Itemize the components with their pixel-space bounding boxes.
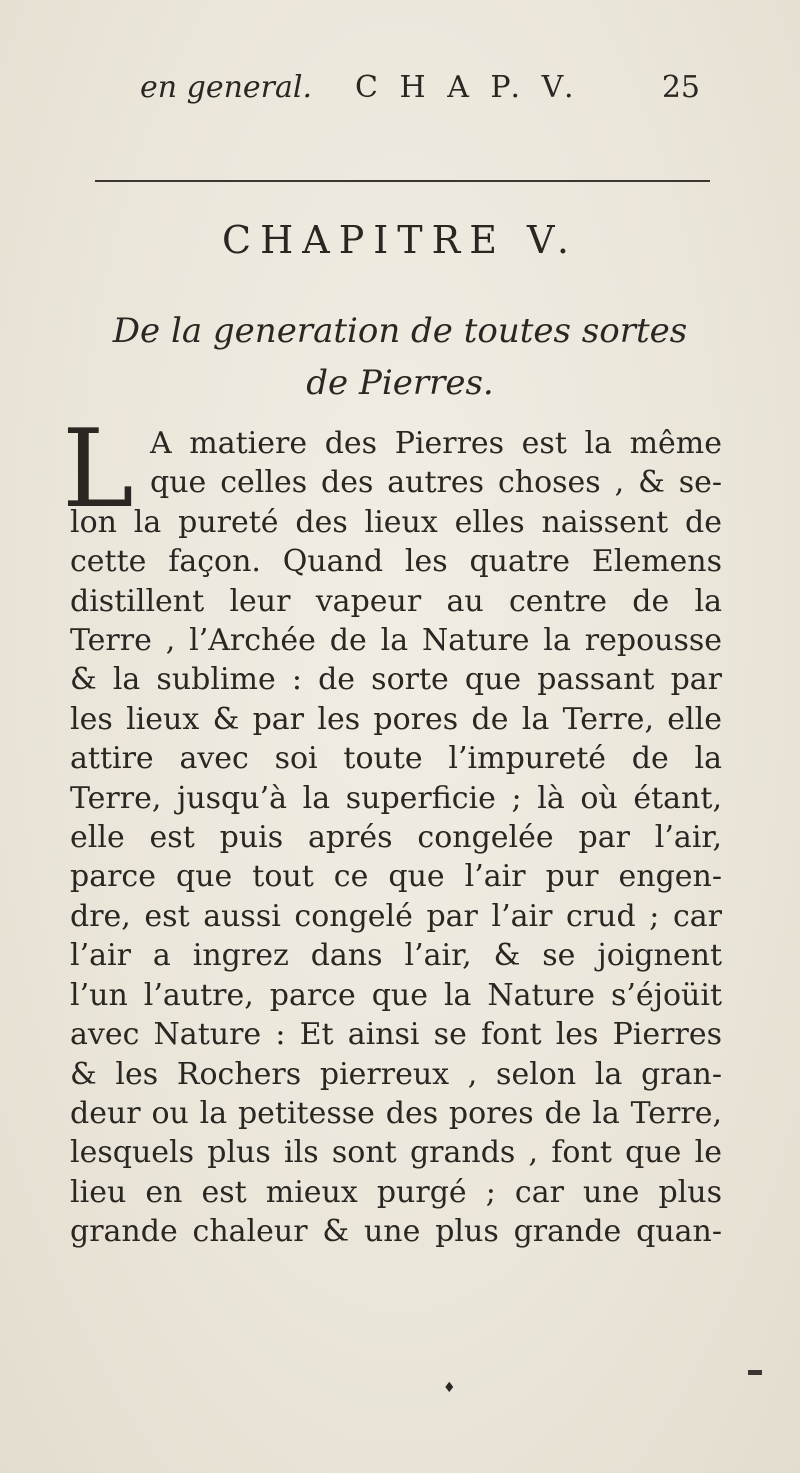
text-line: lesquels plus ils sont grands , font que le (70, 1135, 722, 1171)
text-line: & la sublime : de sorte que passant par (70, 662, 722, 698)
page-number: 25 (661, 70, 700, 105)
text-line: avec Nature : Et ainsi se font les Pierres (70, 1017, 722, 1053)
text-line: cette façon. Quand les quatre Elemens (70, 544, 722, 580)
subtitle-line-2: de Pierres. (306, 363, 494, 403)
chapter-title: CHAPITRE V. (222, 218, 578, 262)
text-line: Terre , l’Archée de la Nature la repousse (70, 623, 722, 659)
text-line: distillent leur vapeur au centre de la (70, 583, 722, 619)
text-line: A matiere des Pierres est la même (150, 426, 722, 461)
running-head-left: en general. (140, 70, 313, 105)
text-line: attire avec soi toute l’impureté de la (70, 741, 722, 777)
text-line: & les Rochers pierreux , selon la gran- (70, 1056, 722, 1092)
text-line: elle est puis aprés congelée par l’air, (70, 820, 722, 856)
text-line: l’un l’autre, parce que la Nature s’éjoüit (70, 977, 722, 1013)
text-line: que celles des autres choses , & se- (150, 465, 722, 501)
chapter-subtitle (0, 305, 800, 409)
text-line: deur ou la petitesse des pores de la Terre, (70, 1095, 722, 1131)
body-text (70, 424, 722, 1252)
text-line: les lieux & par les pores de la Terre, elle (70, 701, 722, 737)
text-line: Terre, jusqu’à la superficie ; là où étant, (70, 780, 722, 816)
drop-cap: L (62, 407, 134, 532)
text-line: parce que tout ce que l’air pur engen- (70, 859, 722, 895)
subtitle-line-1: De la generation de toutes sortes (112, 311, 688, 351)
text-line: lieu en est mieux purgé ; car une plus (70, 1174, 722, 1210)
text-line: lon la pureté des lieux elles naissent de (70, 504, 722, 540)
running-head (140, 70, 700, 120)
running-head-chapter: C H A P. V. (355, 70, 580, 105)
text-line: l’air a ingrez dans l’air, & se joignent (70, 938, 722, 974)
corner-mark (748, 1370, 762, 1375)
signature-mark: ♦ (443, 1380, 456, 1396)
header-rule (95, 180, 710, 182)
text-line: dre, est aussi congelé par l’air crud ; car (70, 898, 722, 934)
text-line: grande chaleur & une plus grande quan- (70, 1214, 722, 1250)
